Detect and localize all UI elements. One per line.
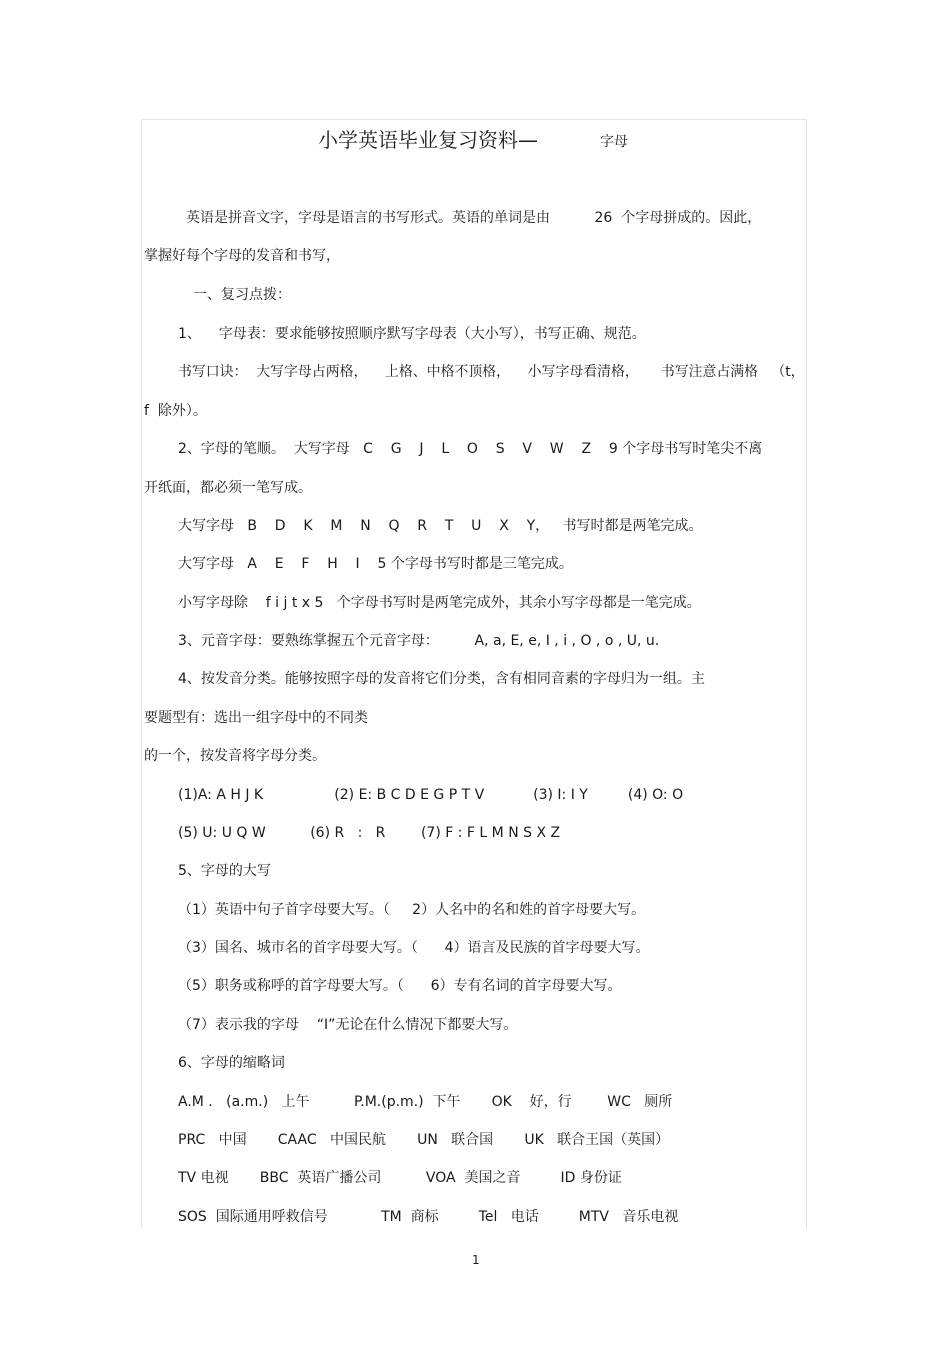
paragraph-line: f 除外）。 [144,403,207,419]
paragraph-line: 开纸面，都必须一笔写成。 [144,480,312,496]
abbreviation-line: PRC 中国 CAAC 中国民航 UN 联合国 UK 联合王国（英国） [178,1132,670,1148]
paragraph-line: （5）职务或称呼的首字母要大写。（ 6）专有名词的首字母要大写。 [178,978,622,994]
paragraph-line: 掌握好每个字母的发音和书写， [144,248,340,264]
section-heading: 一、复习点拨： [193,287,291,303]
section-heading: 5、字母的大写 [178,863,271,879]
paragraph-line: （7）表示我的字母 “I”无论在什么情况下都要大写。 [178,1017,518,1033]
abbreviation-line: SOS 国际通用呼救信号 TM 商标 Tel 电话 MTV 音乐电视 [178,1209,679,1225]
paragraph-line: （3）国名、城市名的首字母要大写。（ 4）语言及民族的首字母要大写。 [178,940,650,956]
document-title: 小学英语毕业复习资料— [318,128,538,152]
paragraph-line: 3、元音字母：要熟练掌握五个元音字母： A, a, E, e, I , i , O , o , U, u. [178,633,660,649]
paragraph-line: 4、按发音分类。能够按照字母的发音将它们分类，含有相同音素的字母归为一组。主 [178,671,705,687]
section-heading: 6、字母的缩略词 [178,1055,285,1071]
paragraph-line: 大写字母 A E F H I 5 个字母书写时都是三笔完成。 [178,556,573,572]
paragraph-line: 要题型有：选出一组字母中的不同类 [144,710,368,726]
paragraph-line: 大写字母 B D K M N Q R T U X Y， 书写时都是两笔完成。 [178,518,703,534]
letter-group-line: (1)A: A H J K (2) E: B C D E G P T V (3) I: I Y (4) O: O [178,787,684,803]
letter-group-line: (5) U: U Q W (6) R : R (7) F : F L M N S X Z [178,825,561,841]
paragraph-line: 书写口诀： 大写字母占两格， 上格、中格不顶格， 小写字母看清格， 书写注意占满格 （t， [178,364,805,380]
paragraph-line: 2、字母的笔顺。 大写字母 C G J L O S V W Z 9 个字母书写时笔尖不离 [178,441,763,457]
paragraph-line: 英语是拼音文字，字母是语言的书写形式。英语的单词是由 26 个字母拼成的。因此， [186,210,762,226]
paragraph-line: （1）英语中句子首字母要大写。（ 2）人名中的名和姓的首字母要大写。 [178,902,646,918]
paragraph-line: 1、 字母表：要求能够按照顺序默写字母表（大小写），书写正确、规范。 [178,326,646,342]
abbreviation-line: TV 电视 BBC 英语广播公司 VOA 美国之音 ID 身份证 [178,1170,622,1186]
page-number: 1 [472,1253,480,1267]
paragraph-line: 的一个，按发音将字母分类。 [144,748,326,764]
abbreviation-line: A.M . (a.m.) 上午 P.M.(p.m.) 下午 OK 好，行 WC 厕所 [178,1094,673,1110]
paragraph-line: 小写字母除 f i j t x 5 个字母书写时是两笔完成外，其余小写字母都是一笔完成。 [178,595,701,611]
document-title-suffix: 字母 [600,134,628,150]
